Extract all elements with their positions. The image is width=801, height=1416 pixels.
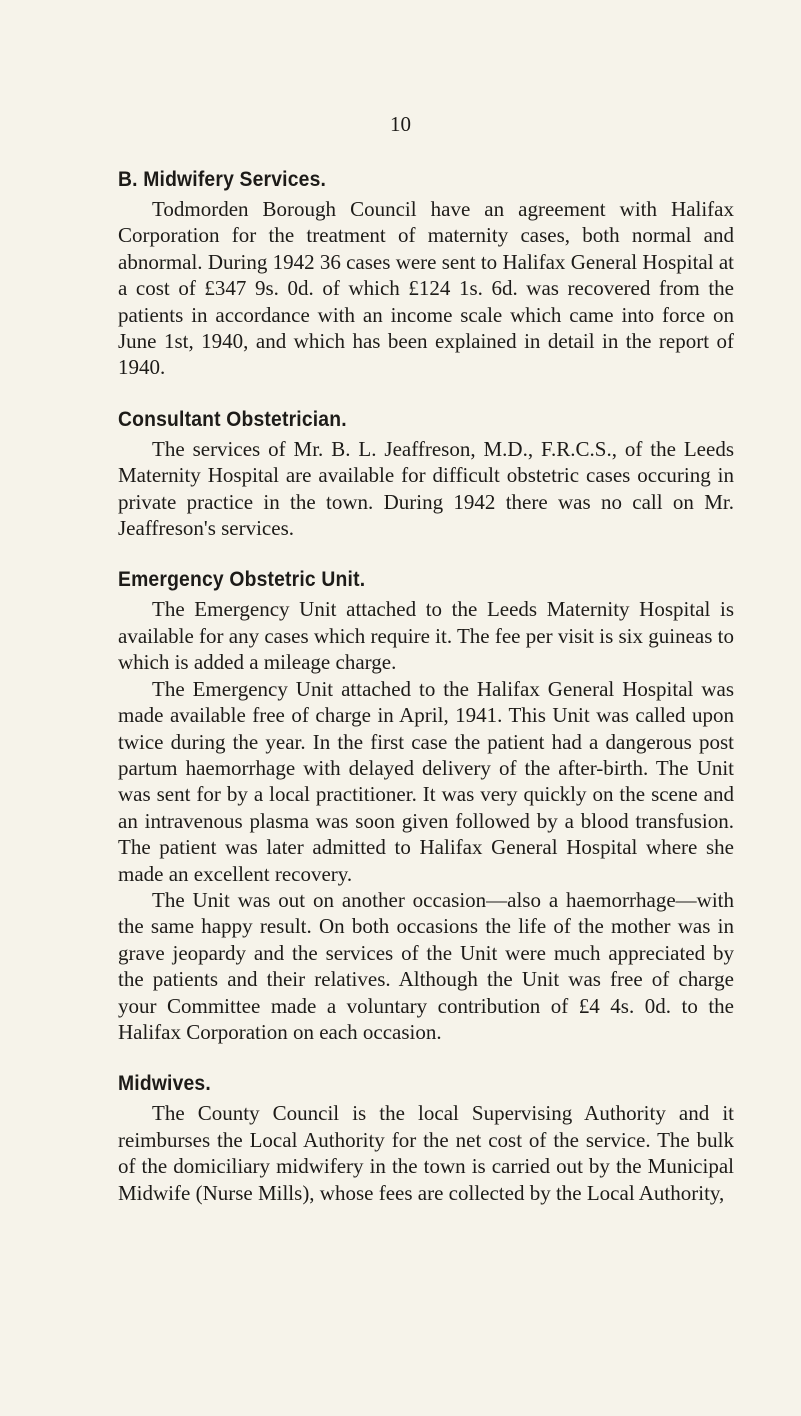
- paragraph: The Emergency Unit attached to the Halifax General Hospital was made available free of charge in April, 1941. This Unit was called upon twice during the year. In the first case the patient had a dangerous post partum haemorrhage with delayed delivery of the after-birth. The Unit was sent for by a local practitioner. It was very quickly on the scene and an intravenous plasma was soon given followed by a blood transfusion. The patient was later admitted to Halifax General Hospital where she made an excellent recovery.: [118, 676, 734, 886]
- section-midwives: [118, 1070, 734, 1206]
- section-heading: Consultant Obstetrician.: [118, 407, 347, 431]
- page-number: 10: [390, 112, 411, 136]
- section-midwifery-services: [118, 166, 734, 381]
- paragraph: The County Council is the local Supervising Authority and it reimburses the Local Authority for the net cost of the service. The bulk of the domiciliary midwifery in the town is carried out by the Municipal Midwife (Nurse Mills), whose fees are collected by the Local Authority,: [118, 1101, 734, 1205]
- section-heading: B. Midwifery Services.: [118, 168, 327, 191]
- section-heading: Emergency Obstetric Unit.: [118, 568, 366, 592]
- paragraph: The services of Mr. B. L. Jeaffreson, M.D., F.R.C.S., of the Leeds Maternity Hospital are available for difficult obstetric cases occuring in private practice in the town. During 1942 there was no call on Mr. Jeaffreson's services.: [118, 436, 734, 541]
- section-emergency-obstetric-unit: [118, 566, 734, 1045]
- paragraph: Todmorden Borough Council have an agreement with Halifax Corporation for the treatment of maternity cases, both normal and abnormal. During 1942 36 cases were sent to Halifax General Hospital at a cost of £347 9s. 0d. of which £124 1s. 6d. was recovered from the patients in accordance with an income scale which came into force on June 1st, 1940, and which has been explained in detail in the report of 1940.: [118, 197, 734, 380]
- document-body: [118, 166, 734, 1231]
- section-consultant-obstetrician: [118, 406, 734, 542]
- section-heading: Midwives.: [118, 1072, 211, 1096]
- paragraph: The Unit was out on another occasion—also a haemorrhage—with the same happy result. On both occasions the life of the mother was in grave jeopardy and the services of the Unit were much appreciated by the patients and their relatives. Although the Unit was free of charge your Committee made a voluntary contribution of £4 4s. 0d. to the Halifax Corporation on each occasion.: [118, 887, 734, 1044]
- paragraph: The Emergency Unit attached to the Leeds Maternity Hospital is available for any cases which require it. The fee per visit is six guineas to which is added a mileage charge.: [118, 597, 734, 675]
